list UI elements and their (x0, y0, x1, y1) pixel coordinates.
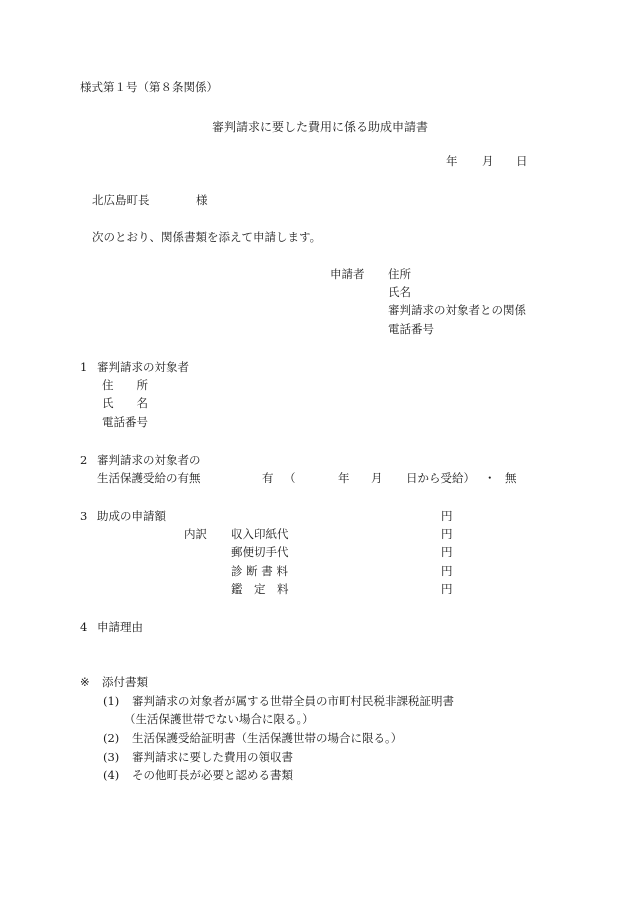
section1-address-label: 住 所 (102, 378, 148, 392)
section3-title: 助成の申請額 (97, 509, 166, 523)
applicant-phone-label: 電話番号 (388, 322, 434, 336)
date-year-label: 年 (446, 154, 458, 168)
date-month-label: 月 (482, 154, 494, 168)
section1-name-label: 氏 名 (102, 396, 148, 410)
breakdown-item-yen: 円 (441, 527, 453, 541)
attachment-item-number: (4) (103, 768, 120, 782)
breakdown-item: 収入印紙代 (231, 527, 289, 541)
breakdown-item-yen: 円 (441, 564, 453, 578)
attachment-item-number: (2) (103, 731, 120, 745)
attachments-title: 添付書類 (102, 675, 148, 689)
section3-total-yen: 円 (441, 509, 453, 523)
attachment-item-number: (1) (103, 694, 120, 708)
section2-open-paren: （ (284, 471, 296, 485)
applicant-label: 申請者 (330, 267, 365, 281)
addressee-name: 北広島町長 (92, 193, 150, 207)
section1-number: 1 (80, 360, 88, 374)
section2-month-label: 月 (371, 471, 383, 485)
section3-breakdown-label: 内訳 (184, 527, 207, 541)
breakdown-item-yen: 円 (441, 545, 453, 559)
form-number: 様式第１号（第８条関係） (80, 80, 218, 94)
attachment-item-number: (3) (103, 750, 120, 764)
date-day-label: 日 (516, 154, 528, 168)
section2-number: 2 (80, 453, 88, 467)
section2-since-label: 日から受給） (406, 471, 475, 485)
section3-number: 3 (80, 509, 88, 523)
attachment-item-note: （生活保護世帯でない場合に限る。） (124, 712, 314, 726)
section2-no-option: 無 (505, 471, 517, 485)
section4-title: 申請理由 (97, 620, 143, 634)
section4-number: 4 (80, 620, 88, 634)
attachment-item-text: 審判請求の対象者が属する世帯全員の市町村民税非課税証明書 (132, 694, 454, 708)
section2-separator: ・ (484, 471, 496, 485)
attachments-mark: ※ (80, 675, 90, 689)
applicant-address-label: 住所 (388, 267, 411, 281)
section2-yes-option: 有 (262, 471, 274, 485)
breakdown-item: 郵便切手代 (231, 545, 289, 559)
section2-subtitle: 生活保護受給の有無 (97, 471, 201, 485)
document-title: 審判請求に要した費用に係る助成申請書 (212, 120, 429, 134)
applicant-name-label: 氏名 (388, 285, 411, 299)
attachment-item-text: 生活保護受給証明書（生活保護世帯の場合に限る。） (132, 731, 403, 745)
attachment-item-text: その他町長が必要と認める書類 (132, 768, 293, 782)
applicant-relation-label: 審判請求の対象者との関係 (388, 303, 526, 317)
intro-text: 次のとおり、関係書類を添えて申請します。 (92, 230, 322, 244)
attachment-item-text: 審判請求に要した費用の領収書 (132, 750, 293, 764)
section2-title: 審判請求の対象者の (97, 453, 201, 467)
breakdown-item: 診 断 書 料 (231, 564, 288, 578)
section1-phone-label: 電話番号 (102, 415, 148, 429)
section2-year-label: 年 (338, 471, 350, 485)
breakdown-item-yen: 円 (441, 582, 453, 596)
addressee-honorific: 様 (196, 193, 208, 207)
section1-title: 審判請求の対象者 (97, 360, 189, 374)
breakdown-item: 鑑 定 料 (231, 582, 289, 596)
